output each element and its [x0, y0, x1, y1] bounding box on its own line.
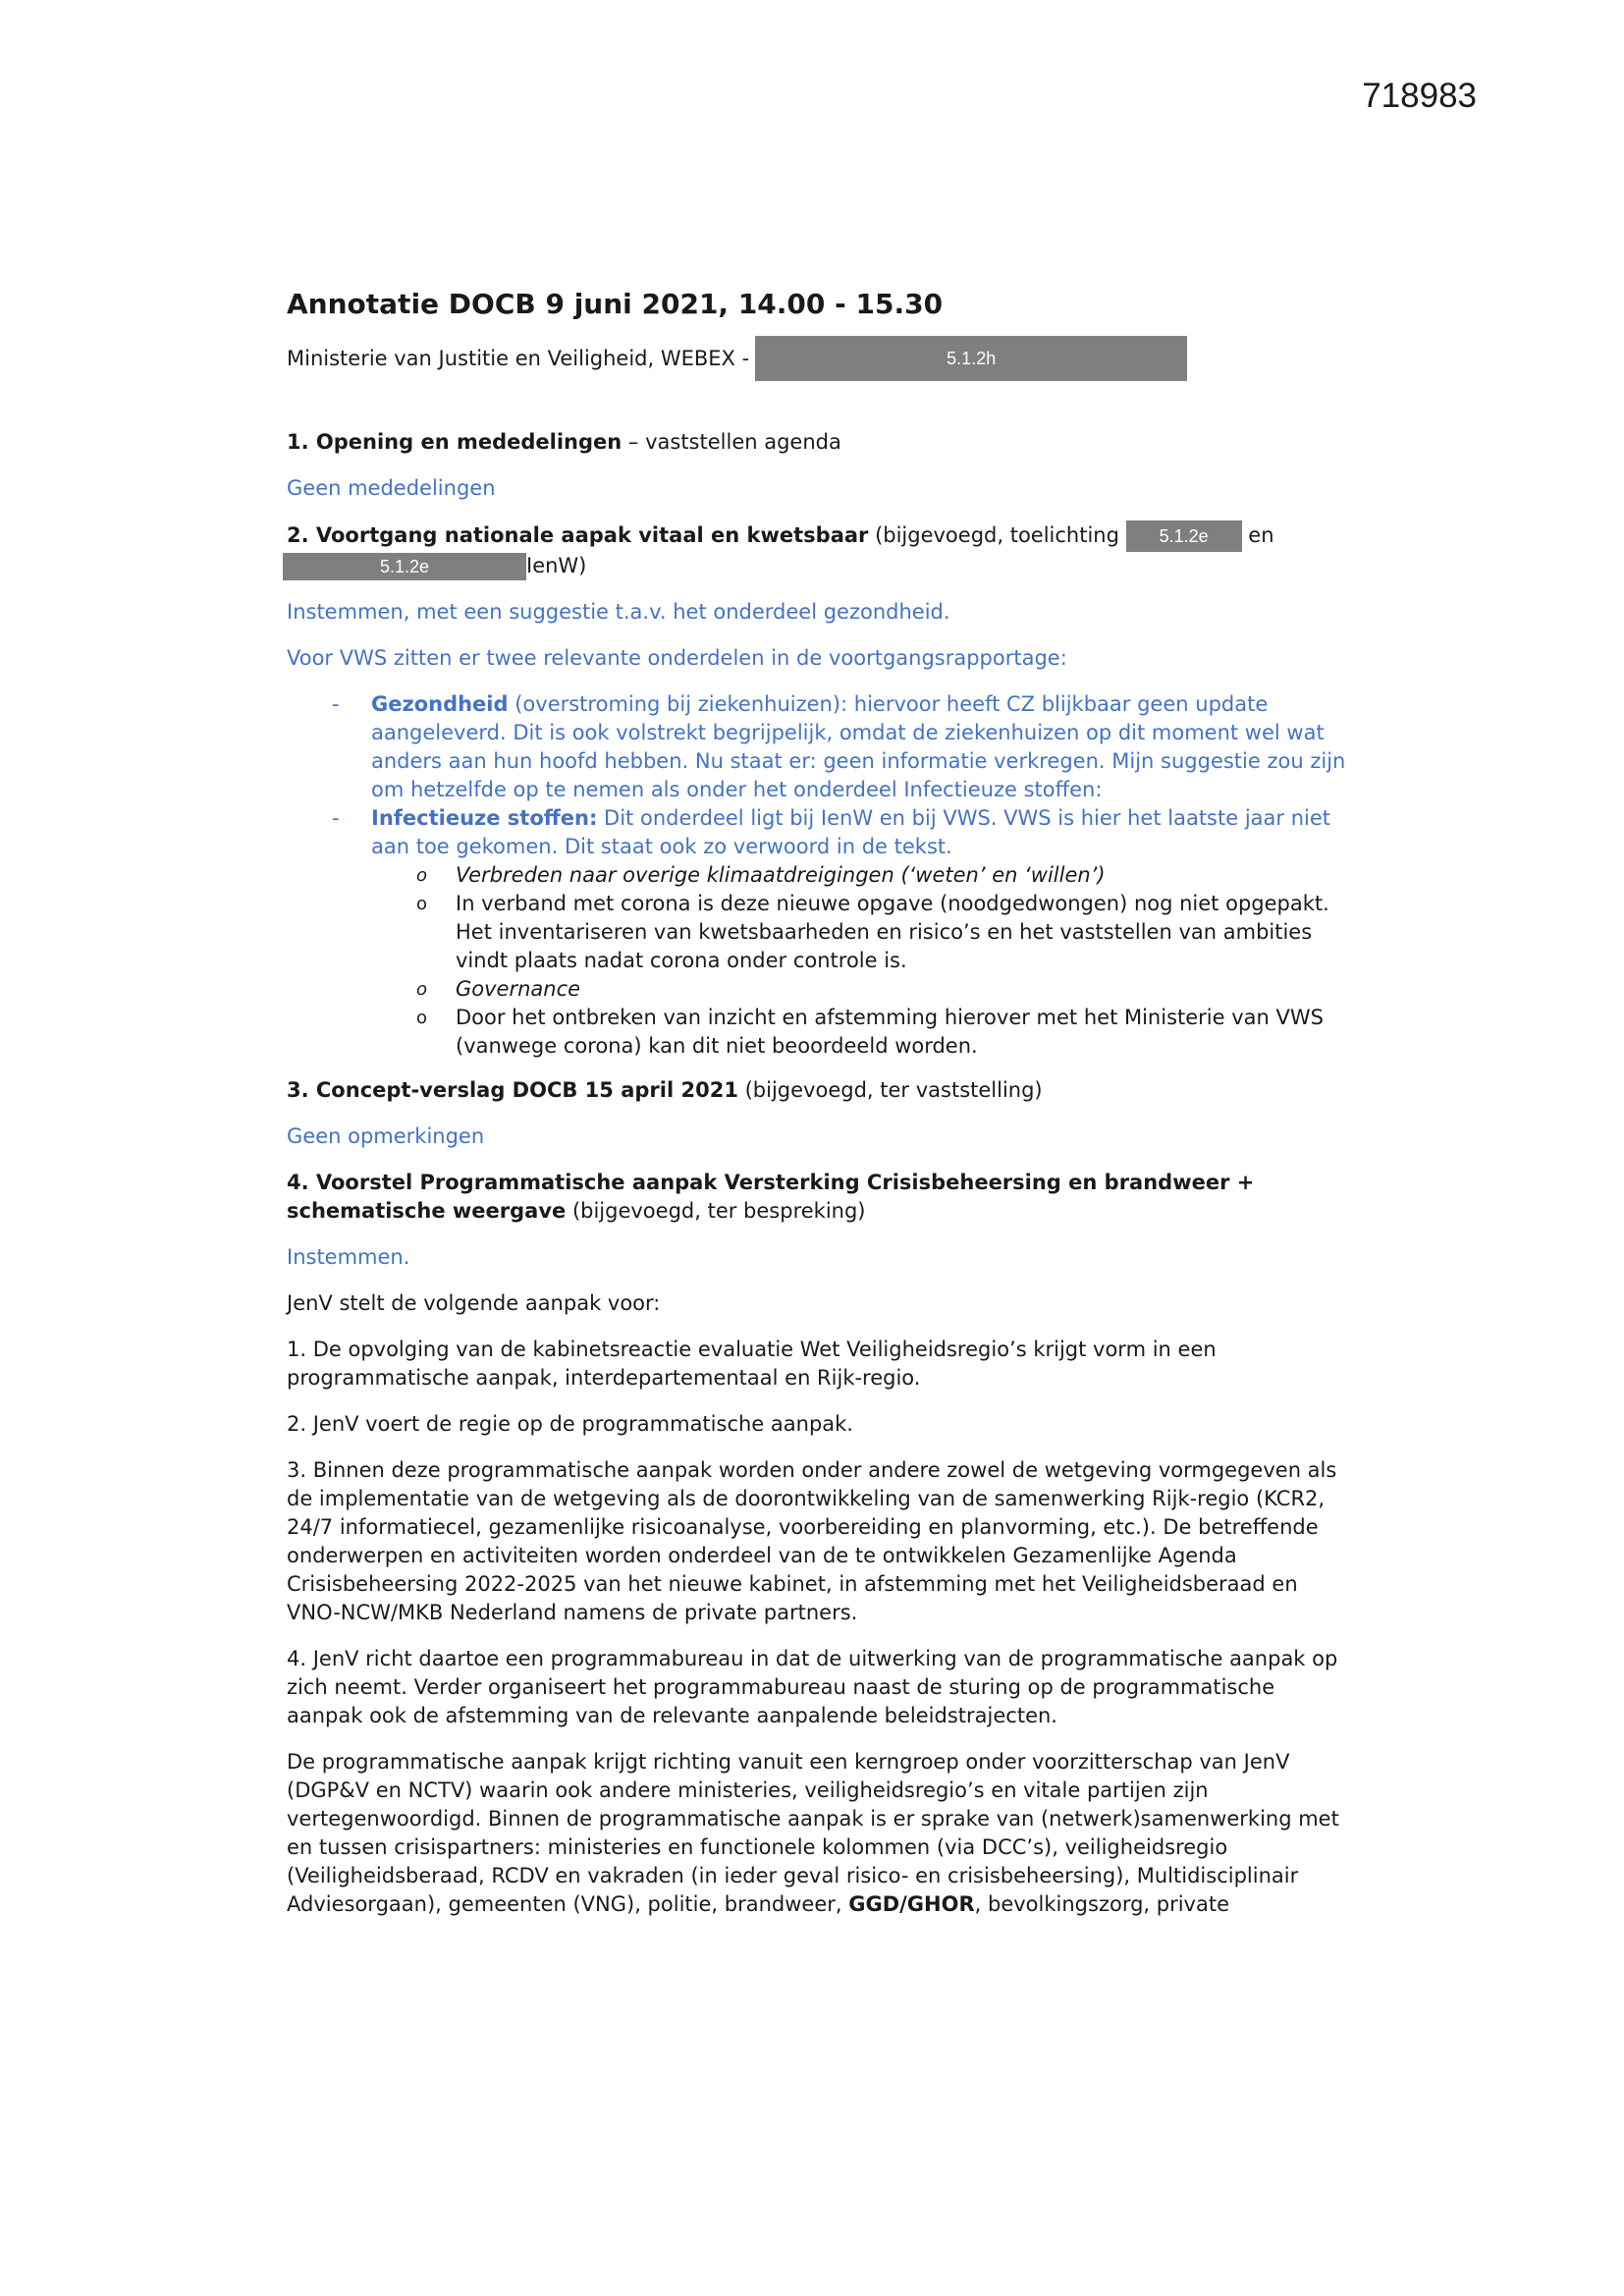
list-item: o In verband met corona is deze nieuwe opgave (noodgedwongen) nog niet opgepakt. Het inventariseren van kwetsbaarheden en risico’s en het vaststellen van ambities vindt plaats nadat corona onder controle is.	[287, 890, 1347, 975]
item-subtext: IenW)	[526, 554, 587, 577]
sub-bullet-list	[287, 861, 1347, 1061]
paragraph: 2. JenV voert de regie op de programmatische aanpak.	[287, 1412, 853, 1436]
meeting-location: Ministerie van Justitie en Veiligheid, WEBEX -	[287, 346, 750, 370]
bullet-text: (overstroming bij ziekenhuizen): hiervoor heeft CZ blijkbaar geen update aangeleverd. Dit is ook volstrekt begrijpelijk, omdat de ziekenhuizen op dit moment wel wat anders aan hun hoofd hebben. Nu staat er: geen informatie verkregen. Mijn suggestie zou zijn om hetzelfde op te nemen als onder het onderdeel Infectieuze stoffen:	[371, 692, 1346, 801]
document-body	[287, 287, 1347, 1919]
paragraph-text: , bevolkingszorg, private	[974, 1892, 1230, 1916]
bullet-bold: Gezondheid	[371, 692, 509, 716]
item-heading: 3. Concept-verslag DOCB 15 april 2021	[287, 1078, 738, 1102]
agenda-item-3	[287, 1076, 1347, 1151]
list-item	[287, 690, 1347, 804]
bullet-text: Dit onderdeel ligt bij IenW en bij VWS. VWS is hier het laatste jaar niet aan toe gekomen. Dit staat ook zo verwoord in de tekst.	[371, 806, 1331, 858]
redaction-box: 5.1.2e	[1126, 520, 1242, 552]
redaction-box: 5.1.2e	[283, 553, 526, 580]
agenda-item-4	[287, 1169, 1347, 1919]
paragraph: 1. De opvolging van de kabinetsreactie evaluatie Wet Veiligheidsregio’s krijgt vorm in een programmatische aanpak, interdepartementaal en Rijk-regio.	[287, 1338, 1217, 1390]
paragraph: JenV stelt de volgende aanpak voor:	[287, 1291, 661, 1315]
item-subtext: (bijgevoegd, toelichting	[868, 523, 1126, 547]
item-subtext: (bijgevoegd, ter bespreking)	[566, 1199, 866, 1223]
bullet-bold: Infectieuze stoffen:	[371, 806, 598, 830]
list-item: o Verbreden naar overige klimaatdreigingen (‘weten’ en ‘willen’)	[287, 861, 1347, 890]
item-subtext: – vaststellen agenda	[622, 430, 841, 454]
paragraph: 3. Binnen deze programmatische aanpak worden onder andere zowel de wetgeving vormgegeven als de implementatie van de wetgeving als de doorontwikkeling van de samenwerking Rijk-regio (KCR2, 24/7 informatiecel, gezamenlijke risicoanalyse, voorbereiding en planvorming, etc.). De betreffende onderwerpen en activiteiten worden onderdeel van de te ontwikkelen Gezamenlijke Agenda Crisisbeheersing 2022-2025 van het nieuwe kabinet, in afstemming met het Veiligheidsberaad en VNO-NCW/MKB Nederland namens de private partners.	[287, 1458, 1337, 1624]
meeting-meta	[287, 336, 1347, 381]
item-subtext: (bijgevoegd, ter vaststelling)	[737, 1078, 1043, 1102]
paragraph-text: De programmatische aanpak krijgt richting vanuit een kerngroep onder voorzitterschap van JenV (DGP&V en NCTV) waarin ook andere ministeries, veiligheidsregio’s en vitale partijen zijn vertegenwoordigd. Binnen de programmatische aanpak is er sprake van (netwerk)samenwerking met en tussen crisispartners: ministeries en functionele kolommen (via DCC’s), veiligheidsregio (Veiligheidsberaad, RCDV en vakraden (in ieder geval risico- en crisisbeheersing), Multidisciplinair Adviesorgaan), gemeenten (VNG), politie, brandweer,	[287, 1750, 1339, 1916]
item-heading: 2. Voortgang nationale aapak vitaal en kwetsbaar	[287, 523, 869, 547]
item-note: Geen opmerkingen	[287, 1124, 485, 1148]
item-note: Instemmen, met een suggestie t.a.v. het onderdeel gezondheid.	[287, 600, 950, 624]
list-item: o Door het ontbreken van inzicht en afstemming hierover met het Ministerie van VWS (vanwege corona) kan dit niet beoordeeld worden.	[287, 1004, 1347, 1061]
list-item: o Governance	[287, 975, 1347, 1004]
redaction-box: 5.1.2h	[755, 336, 1187, 381]
document-id: 718983	[1362, 77, 1477, 115]
paragraph: 4. JenV richt daartoe een programmabureau in dat de uitwerking van de programmatische aanpak op zich neemt. Verder organiseert het programmabureau naast de sturing op de programmatische aanpak ook de afstemming van de relevante aanpalende beleidstrajecten.	[287, 1647, 1338, 1727]
item-heading: 4. Voorstel Programmatische aanpak Versterking Crisisbeheersing en brandweer + schematische weergave	[287, 1171, 1255, 1223]
item-note: Geen mededelingen	[287, 476, 496, 500]
bullet-list	[287, 690, 1347, 861]
item-heading: 1. Opening en mededelingen	[287, 430, 623, 454]
item-subtext: en	[1241, 523, 1274, 547]
item-note: Instemmen.	[287, 1245, 410, 1269]
paragraph	[287, 1748, 1347, 1919]
agenda-item-1	[287, 428, 1347, 503]
paragraph-bold: GGD/GHOR	[848, 1892, 975, 1916]
item-note: Voor VWS zitten er twee relevante onderdelen in de voortgangsrapportage:	[287, 646, 1067, 670]
document-title: Annotatie DOCB 9 juni 2021, 14.00 - 15.30	[287, 288, 944, 320]
list-item	[287, 804, 1347, 861]
agenda-item-2	[287, 520, 1347, 1061]
